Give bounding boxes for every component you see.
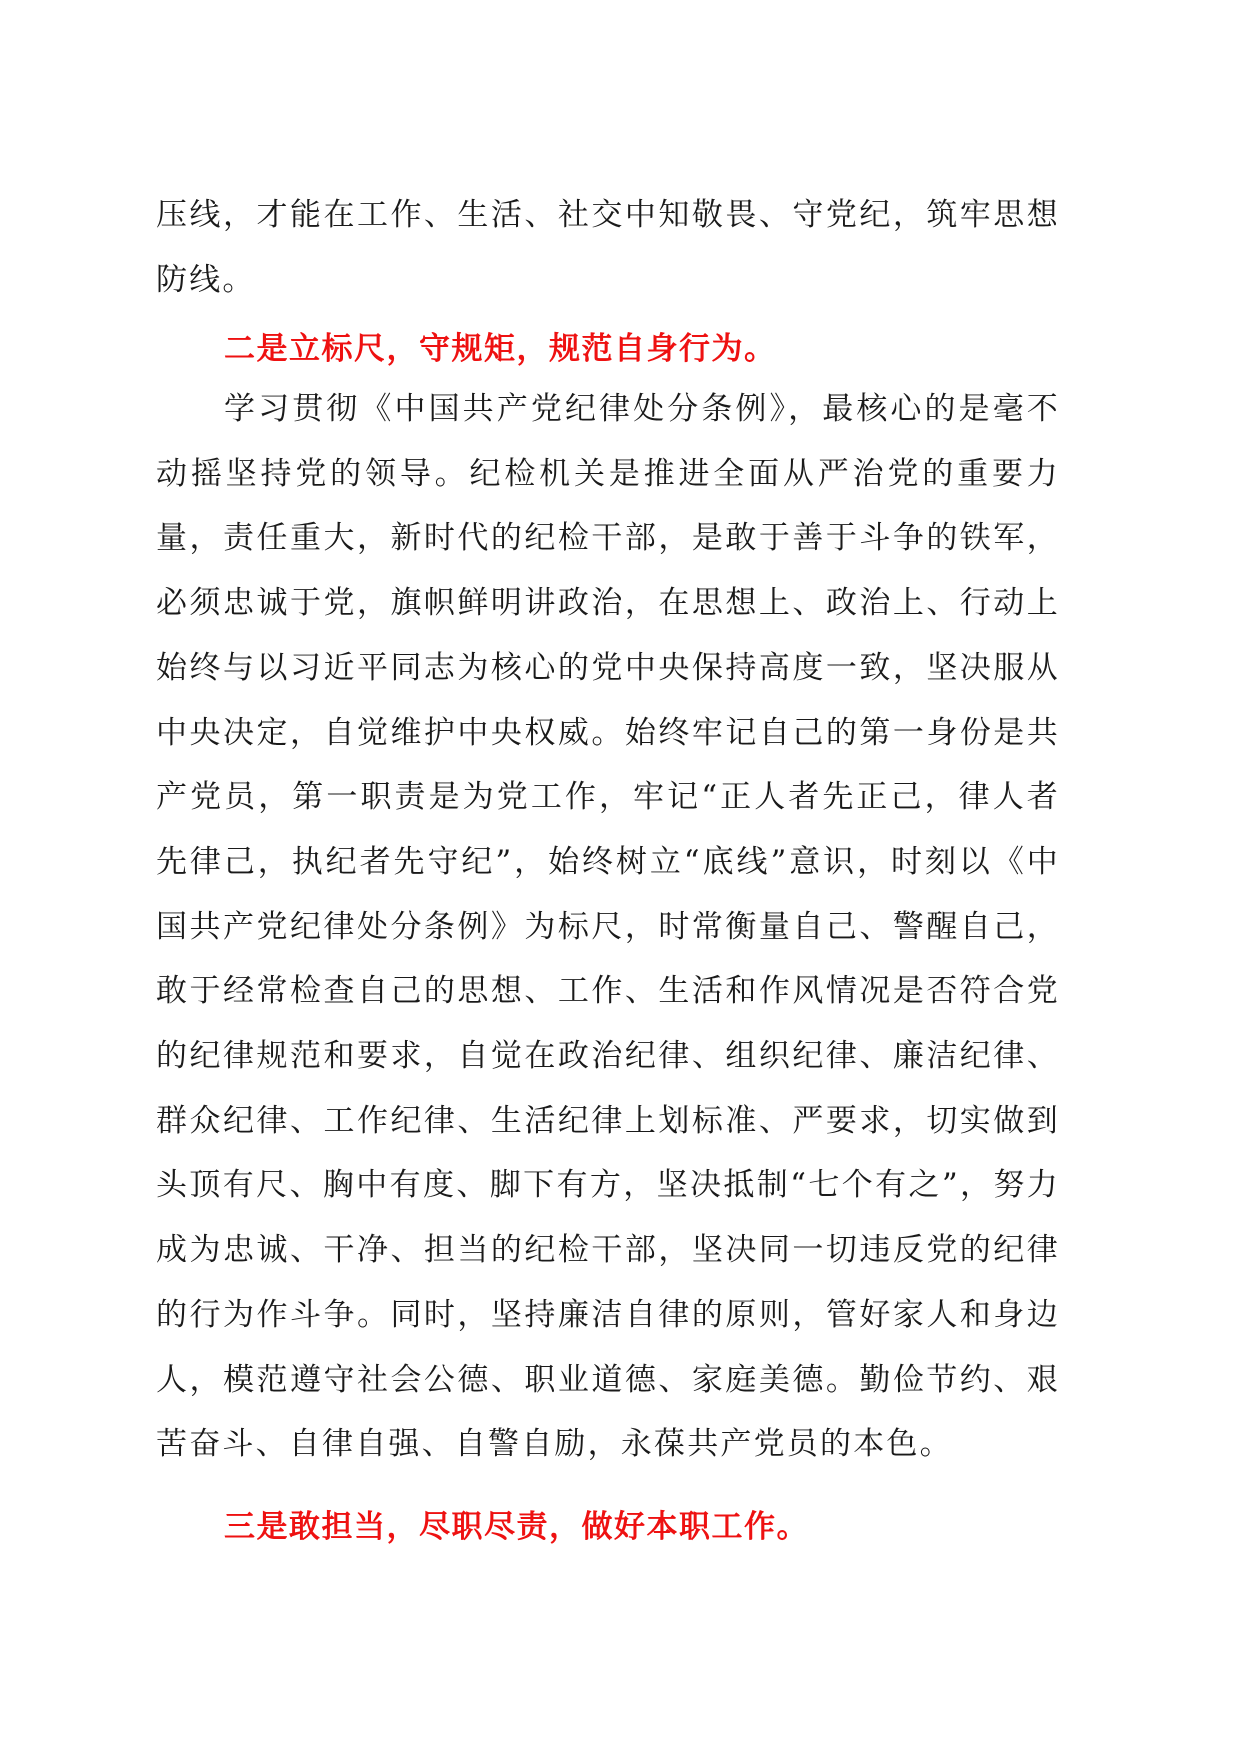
section-two-heading: 二是立标尺，守规矩，规范自身行为。 (224, 331, 777, 367)
section-two-body-paragraph: 学习贯彻《中国共产党纪律处分条例》，最核心的是毫不动摇坚持党的领导。纪检机关是推进全面从严治党的重要力量，责任重大，新时代的纪检干部，是敢于善于斗争的铁军，必须忠诚于党，旗帜鲜明讲政治，在思想上、政治上、行动上始终与以习近平同志为核心的党中央保持高度一致，坚决服从中央决定，自觉维护中央权威。始终牢记自己的第一身份是共产党员，第一职责是为党工作，牢记“正人者先正己，律人者先律己，执纪者先守纪”，始终树立“底线”意识，时刻以《中国共产党纪律处分条例》为标尺，时常衡量自己、警醒自己，敢于经常检查自己的思想、工作、生活和作风情况是否符合党的纪律规范和要求，自觉在政治纪律、组织纪律、廉洁纪律、群众纪律、工作纪律、生活纪律上划标准、严要求，切实做到头顶有尺、胸中有度、脚下有方，坚决抵制“七个有之”，努力成为忠诚、干净、担当的纪检干部，坚决同一切违反党的纪律的行为作斗争。同时，坚持廉洁自律的原则，管好家人和身边人，模范遵守社会公德、职业道德、家庭美德。勤俭节约、艰苦奋斗、自律自强、自警自励，永葆共产党员的本色。 (156, 391, 1060, 1463)
continuation-paragraph: 压线，才能在工作、生活、社交中知敬畏、守党纪，筑牢思想防线。 (156, 197, 1060, 298)
section-three-heading: 三是敢担当，尽职尽责，做好本职工作。 (224, 1509, 809, 1545)
